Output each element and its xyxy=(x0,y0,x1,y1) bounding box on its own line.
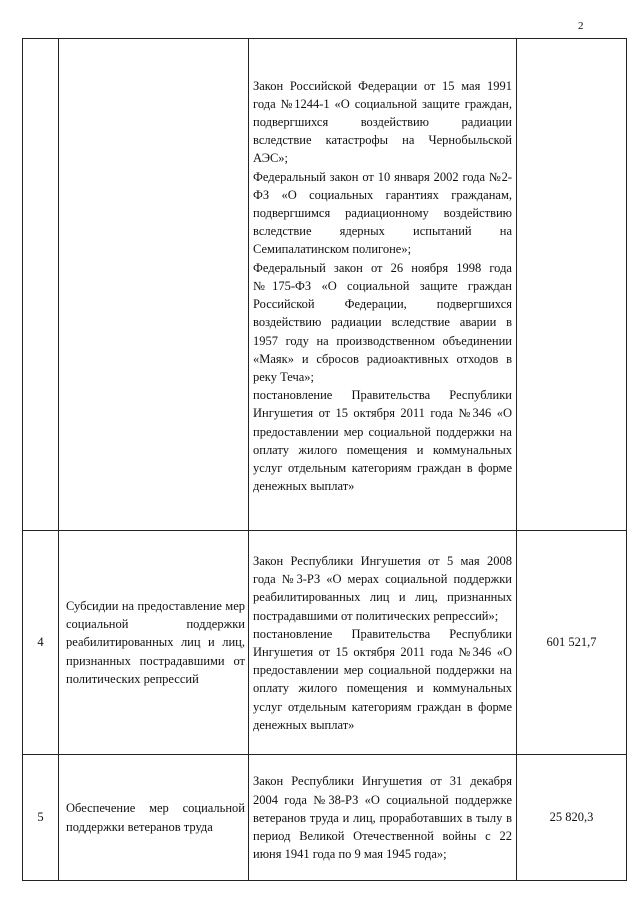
legal-document: Федеральный закон от 26 ноября 1998 года №175-ФЗ «О социальной защите граждан Российской Федерации, подвергшихся воздействию радиации вследствие аварии в 1957 году на производственном объединении «Маяк» и сбросов радиоактивных отходов в реку Теча»; xyxy=(253,260,512,384)
row-title-cell xyxy=(59,755,249,881)
table-row xyxy=(23,755,627,881)
legal-document: Федеральный закон от 10 января 2002 года №2-ФЗ «О социальных гарантиях гражданам, подвергшимся радиационному воздействию вследствие ядерных испытаний на Семипалатинском полигоне»; xyxy=(253,169,512,257)
row-number-cell: 5 xyxy=(23,755,59,881)
legal-document: Закон Российской Федерации от 15 мая 1991 года №1244-1 «О социальной защите граждан, подвергшихся воздействию радиации вследствие катастрофы на Чернобыльской АЭС»; xyxy=(253,78,512,166)
table-row xyxy=(23,531,627,755)
legal-document: Закон Республики Ингушетия от 31 декабря 2004 года №38-РЗ «О социальной поддержке ветеранов труда и лиц, проработавших в тылу в период Великой Отечественной войны с 22 июня 1941 года по 9 мая 1945 года»; xyxy=(253,774,512,862)
legal-document: постановление Правительства Республики Ингушетия от 15 октября 2011 года №346 «О предоставлении мер социальной поддержки на оплату жилого помещения и коммунальных услуг отдельным категориям граждан в форме денежных выплат» xyxy=(253,388,512,494)
row-number-cell: 4 xyxy=(23,531,59,755)
row-amount-cell: 25 820,3 xyxy=(517,755,627,881)
row-number-cell xyxy=(23,39,59,531)
row-amount-cell xyxy=(517,39,627,531)
row-documents-cell xyxy=(249,531,517,755)
row-title: Субсидии на предоставление мер социальной поддержки реабилитированных лиц и лиц, признанных пострадавшими от политических репрессий xyxy=(66,598,245,686)
legal-document: постановление Правительства Республики Ингушетия от 15 октября 2011 года №346 «О предоставлении мер социальной поддержки на оплату жилого помещения и коммунальных услуг отдельным категориям граждан в форме денежных выплат» xyxy=(253,626,512,732)
table-row xyxy=(23,39,627,531)
row-documents-cell xyxy=(249,755,517,881)
row-documents-cell xyxy=(249,39,517,531)
row-title-cell xyxy=(59,531,249,755)
row-amount-cell: 601 521,7 xyxy=(517,531,627,755)
row-title: Обеспечение мер социальной поддержки ветеранов труда xyxy=(66,801,245,834)
page-number: 2 xyxy=(578,20,584,32)
row-title-cell xyxy=(59,39,249,531)
legal-document: Закон Республики Ингушетия от 5 мая 2008 года №3-РЗ «О мерах социальной поддержки реабилитированных лиц и лиц, признанных пострадавшими от политических репрессий»; xyxy=(253,553,512,623)
budget-table xyxy=(22,38,627,881)
